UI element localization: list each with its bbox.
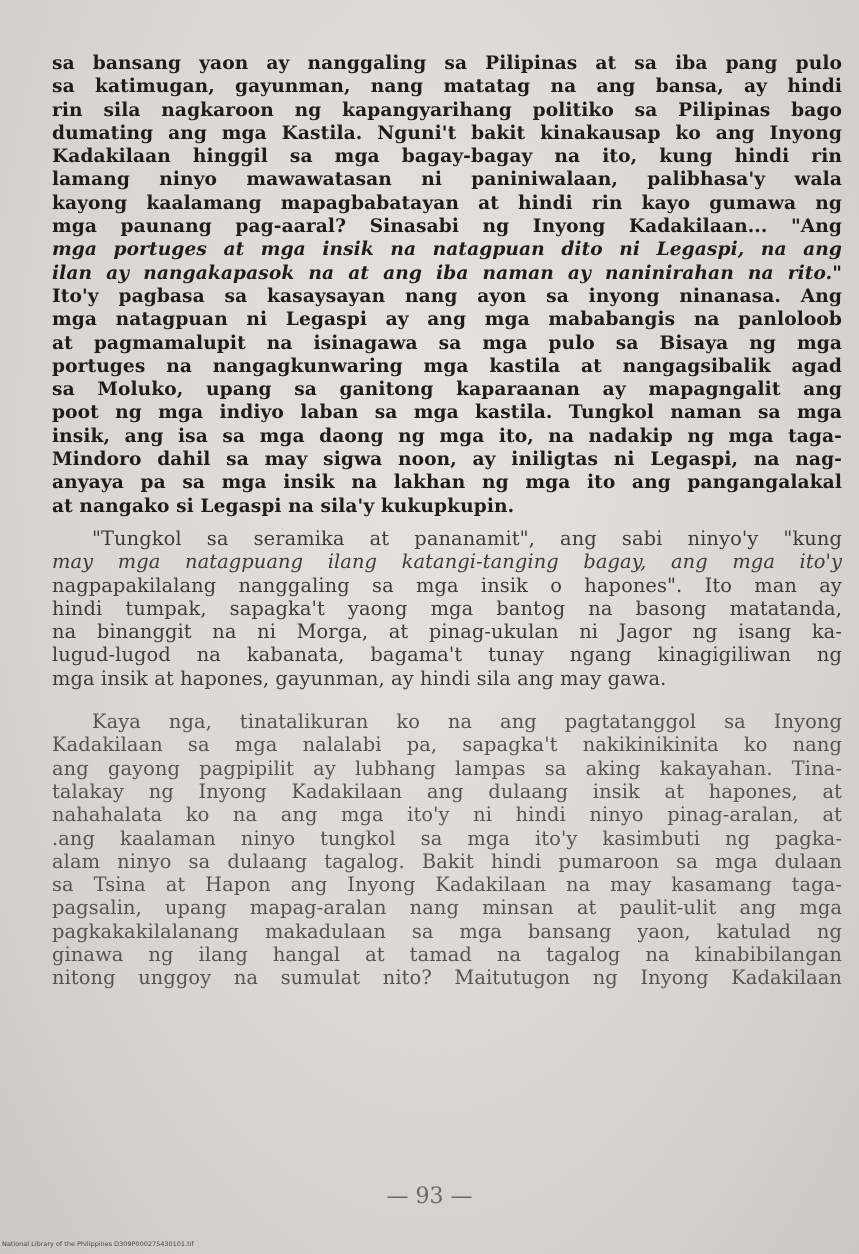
text-line-content: Kaya nga, tinatalikuran ko na ang pagtatanggol sa Inyong <box>92 710 842 734</box>
text-line: kayong kaalamang mapagbabatayan at hindi rin kayo gumawa ng <box>52 192 842 214</box>
text-line: at nangako si Legaspi na sila'y kukupkupin. <box>52 495 515 517</box>
text-line <box>52 710 842 733</box>
body-text <box>52 52 842 990</box>
text-line: mga portuges at mga insik na natagpuan dito ni Legaspi, na ang <box>52 239 842 261</box>
paragraph-3 <box>52 710 842 990</box>
text-line: lamang ninyo mawawatasan ni paniniwalaan, palibhasa'y wala <box>52 169 842 191</box>
paragraph-2 <box>52 527 842 690</box>
text-line: mga natagpuan ni Legaspi ay ang mga mababangis na panloloob <box>52 309 842 331</box>
text-line: talakay ng Inyong Kadakilaan ang dulaang insik at hapones, at <box>52 779 842 803</box>
text-line <box>52 527 842 550</box>
scan-footer-label: National Library of the Philippines D309P000275430101.tif <box>2 1240 194 1248</box>
text-line: ang gayong pagpipilit ay lubhang lampas sa aking kakayahan. Tina- <box>52 756 842 780</box>
text-line: nagpapakilalang nanggaling sa mga insik o hapones". Ito man ay <box>52 573 842 597</box>
text-line: na binanggit na ni Morga, at pinag-ukulan ni Jagor ng isang ka- <box>52 620 842 644</box>
text-line: Mindoro dahil sa may sigwa noon, ay iniligtas ni Legaspi, na nag- <box>52 449 842 471</box>
text-line: ginawa ng ilang hangal at tamad na tagalog na kinabibilangan <box>52 942 842 966</box>
text-line: may mga natagpuang ilang katangi-tanging bagay, ang mga ito'y <box>52 550 842 574</box>
text-line: insik, ang isa sa mga daong ng mga ito, na nadakip ng mga taga- <box>52 425 842 447</box>
text-line: .ang kaalaman ninyo tungkol sa mga ito'y kasimbuti ng pagka- <box>52 826 842 850</box>
text-line: Kadakilaan hinggil sa mga bagay-bagay na ito, kung hindi rin <box>52 146 842 168</box>
text-line: nahahalata ko na ang mga ito'y ni hindi ninyo pinag-aralan, at <box>52 803 842 827</box>
text-line: sa Tsina at Hapon ang Inyong Kadakilaan na may kasamang taga- <box>52 873 842 897</box>
text-line: mga insik at hapones, gayunman, ay hindi sila ang may gawa. <box>52 666 667 690</box>
text-line: pagsalin, upang mapag-aralan nang minsan at paulit-ulit ang mga <box>52 896 842 920</box>
page-number: — 93 — <box>386 1184 473 1209</box>
text-line: mga paunang pag-aaral? Sinasabi ng Inyong Kadakilaan... "Ang <box>52 216 842 238</box>
text-line: alam ninyo sa dulaang tagalog. Bakit hindi pumaroon sa mga dulaan <box>52 849 842 873</box>
text-line: sa katimugan, gayunman, nang matatag na ang bansa, ay hindi <box>52 76 842 98</box>
text-line: poot ng mga indiyo laban sa mga kastila. Tungkol naman sa mga <box>52 402 842 424</box>
text-line: dumating ang mga Kastila. Nguni't bakit kinakausap ko ang Inyong <box>52 122 842 144</box>
text-line: Kadakilaan sa mga nalalabi pa, sapagka't nakikinikinita ko nang <box>52 733 842 757</box>
text-line: sa bansang yaon ay nanggaling sa Pilipinas at sa iba pang pulo <box>52 53 842 74</box>
text-line: lugud-lugod na kabanata, bagama't tunay ngang kinagigiliwan ng <box>52 643 842 667</box>
text-line-content: "Tungkol sa seramika at pananamit", ang sabi ninyo'y "kung <box>92 526 842 550</box>
text-line: Ito'y pagbasa sa kasaysayan nang ayon sa inyong ninanasa. Ang <box>52 285 842 307</box>
text-line: sa Moluko, upang sa ganitong kaparaanan ay mapagngalit ang <box>52 379 842 401</box>
text-line: portuges na nangagkunwaring mga kastila at nangagsibalik agad <box>52 355 842 377</box>
text-line: anyaya pa sa mga insik na lakhan ng mga ito ang pangangalakal <box>52 472 842 494</box>
paragraph-1 <box>52 52 842 518</box>
text-line: nitong unggoy na sumulat nito? Maitutugon ng Inyong Kadakilaan <box>52 966 842 990</box>
text-line: ilan ay nangakapasok na at ang iba naman ay naninirahan na rito." <box>52 262 842 284</box>
text-line: at pagmamalupit na isinagawa sa mga pulo sa Bisaya ng mga <box>52 332 842 354</box>
text-line: hindi tumpak, sapagka't yaong mga bantog na basong matatanda, <box>52 596 842 620</box>
text-line: pagkakakilalanang makadulaan sa mga bansang yaon, katulad ng <box>52 919 842 943</box>
text-line: rin sila nagkaroon ng kapangyarihang politiko sa Pilipinas bago <box>52 99 842 121</box>
